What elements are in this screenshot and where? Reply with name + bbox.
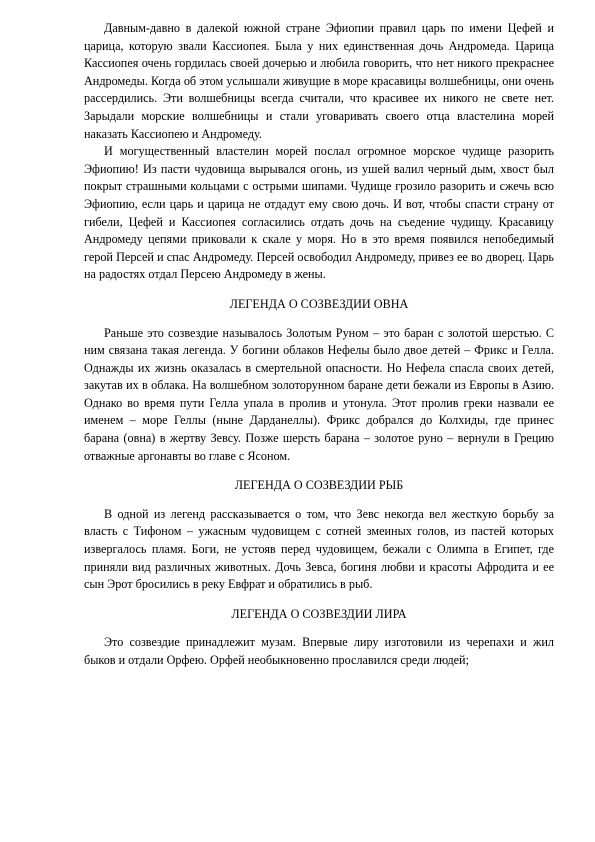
paragraph-pisces: В одной из легенд рассказывается о том, что Зевс некогда вел жесткую борьбу за власть с Тифоном – ужасным чудовищем с сотней змеиных голов, из пастей которых извергалось пламя. Боги, не устояв перед чудовищем, бежали с Олимпа в Египет, где приняли вид различных животных. Дочь Зевса, богиня любви и красоты Афродита и ее сын Эрот бросились в реку Евфрат и обратились в рыб. — [84, 506, 554, 592]
paragraph-andromeda-1: Давным-давно в далекой южной стране Эфиопии правил царь по имени Цефей и царица, которую звали Кассиопея. Была у них единственная дочь Андромеда. Царица Кассиопея очень гордилась своей дочерью и любила говорить, что нет никого прекраснее Андромеды. Когда об этом услышали живущие в море красавицы волшебницы, они очень рассердились. Эти волшебницы всегда считали, что красивее их никого не свете нет. Зарыдали морские волшебницы и стали уговаривать своего отца властелина морей наказать Кассиопею и Андромеду. — [84, 21, 554, 141]
paragraph-lyra: Это созвездие принадлежит музам. Впервые лиру изготовили из черепахи и жил быков и отдали Орфею. Орфей необыкновенно прославился среди людей; — [84, 635, 554, 667]
heading-pisces-legend: ЛЕГЕНДА О СОЗВЕЗДИИ РЫБ — [234, 478, 404, 493]
paragraph-andromeda-2: И могущественный властелин морей послал огромное морское чудище разорить Эфиопию! Из пасти чудовища вырывался огонь, из ушей валил черный дым, хвост был покрыт страшными кольцами с острыми шипами. Чудище грозило разорить и сжечь всю Эфиопию, если царь и царица не отдадут ему свою дочь. И вот, чтобы спасти страну от гибели, Цефей и Кассиопея согласились отдать дочь на съедение чудищу. Красавицу Андромеду цепями приковали к скале у моря. Но в это время появился непобедимый герой Персей и спас Андромеду. Персей освободил Андромеду, привез ее во дворец. Царь на радостях отдал Персею Андромеду в жены. — [84, 144, 554, 282]
heading-aries-legend: ЛЕГЕНДА О СОЗВЕЗДИИ ОВНА — [229, 296, 409, 311]
heading-lyra-legend: ЛЕГЕНДА О СОЗВЕЗДИИ ЛИРА — [231, 606, 407, 621]
paragraph-aries: Раньше это созвездие называлось Золотым Руном – это баран с золотой шерстью. С ним связана такая легенда. У богини облаков Нефелы было двое детей – Фрикс и Гелла. Однажды их жизнь оказалась в смертельной опасности. Но Нефела спасла своих детей, закутав их в облака. На волшебном золоторунном баране дети бежали из Европы в Азию. Однако во время пути Гелла упала в пролив и утонула. Этот пролив греки назвали ее именем – море Геллы (ныне Дарданеллы). Фрикс добрался до Колхиды, где принес барана (овна) в жертву Зевсу. Позже шерсть барана – золотое руно – вернули в Грецию отважные аргонавты во главе с Ясоном. — [84, 325, 554, 463]
document-page — [84, 20, 554, 670]
